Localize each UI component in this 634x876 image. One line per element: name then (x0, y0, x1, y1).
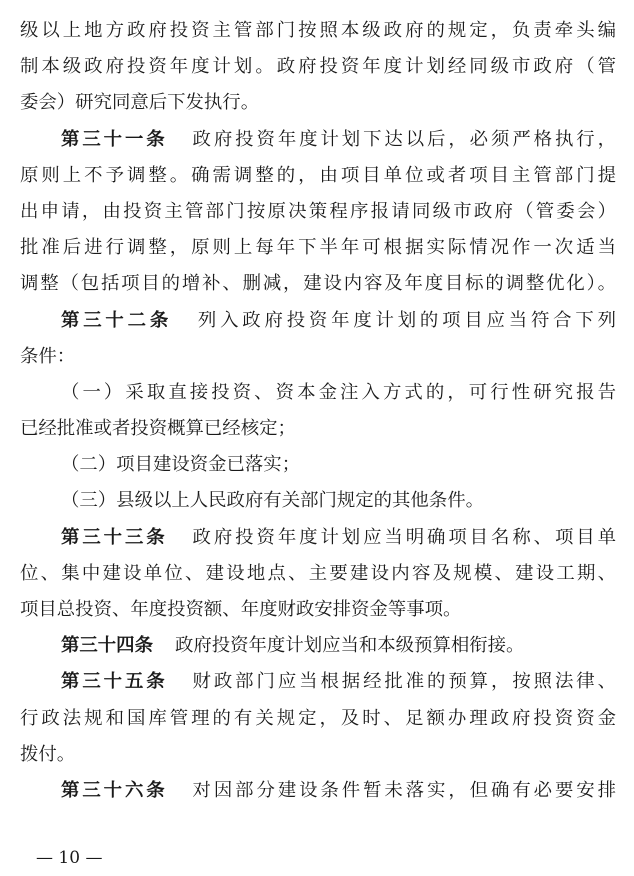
article-number: 第三十五条 (61, 671, 168, 693)
page-number: — 10 — (36, 848, 103, 868)
paragraph-line: 委会）研究同意后下发执行。 (20, 92, 260, 114)
document-page (20, 0, 616, 809)
paragraph-line: 调整（包括项目的增补、删减，建设内容及年度目标的调整优化）。 (20, 273, 616, 295)
article-34-line: 第三十四条 政府投资年度计划应当和本级预算相衔接。 (61, 635, 525, 657)
list-item-1: （一）采取直接投资、资本金注入方式的，可行性研究报告 (61, 381, 616, 403)
article-number: 第三十三条 (61, 526, 168, 548)
paragraph-line: 行政法规和国库管理的有关规定，及时、足额办理政府投资资金 (20, 707, 616, 729)
list-item-3: （三）县级以上人民政府有关部门规定的其他条件。 (61, 490, 484, 512)
article-31-line: 第三十一条 政府投资年度计划下达以后，必须严格执行， (61, 128, 616, 150)
article-number: 第三十六条 (61, 779, 168, 801)
paragraph-line: 出申请，由投资主管部门按原决策程序报请同级市政府（管委会） (20, 200, 616, 222)
list-item-2: （二）项目建设资金已落实； (61, 454, 301, 476)
paragraph-line: 制本级政府投资年度计划。政府投资年度计划经同级市政府（管 (20, 56, 616, 78)
article-32-line: 第三十二条 列入政府投资年度计划的项目应当符合下列 (61, 309, 616, 331)
article-36-line: 第三十六条 对因部分建设条件暂未落实，但确有必要安排 (61, 779, 616, 801)
paragraph-line: 已经批准或者投资概算已经核定； (20, 418, 296, 440)
paragraph-line: 拨付。 (20, 743, 76, 765)
article-33-line: 第三十三条 政府投资年度计划应当明确项目名称、项目单 (61, 526, 616, 548)
article-number: 第三十一条 (61, 128, 168, 150)
article-number: 第三十二条 (61, 309, 173, 331)
paragraph-line: 位、集中建设单位、建设地点、主要建设内容及规模、建设工期、 (20, 562, 616, 584)
article-35-line: 第三十五条 财政部门应当根据经批准的预算，按照法律、 (61, 671, 616, 693)
paragraph-line: 批准后进行调整，原则上每年下半年可根据实际情况作一次适当 (20, 237, 616, 259)
paragraph-line: 级以上地方政府投资主管部门按照本级政府的规定，负责牵头编 (20, 20, 616, 41)
paragraph-line: 原则上不予调整。确需调整的，由项目单位或者项目主管部门提 (20, 164, 616, 186)
article-number: 第三十四条 (61, 635, 153, 657)
paragraph-line: 项目总投资、年度投资额、年度财政安排资金等事项。 (20, 599, 462, 620)
paragraph-line: 条件： (20, 345, 76, 367)
